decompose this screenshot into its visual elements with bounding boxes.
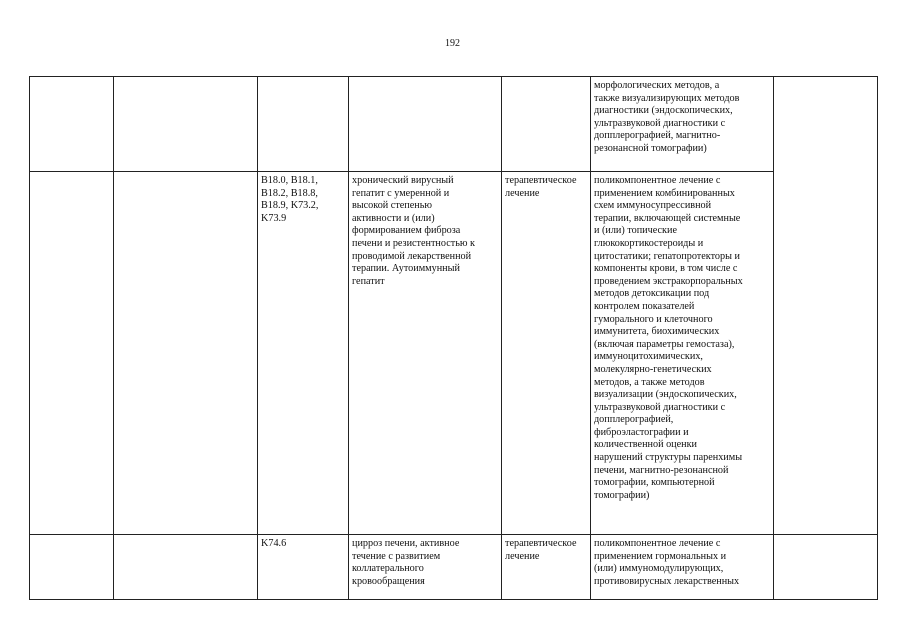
cell-diagnosis (349, 535, 502, 600)
cell-text-line: B18.2, B18.8, (261, 187, 318, 199)
cell-text-line: количественной оценки (594, 439, 697, 451)
cell-text-line: визуализации (эндоскопических, (594, 389, 737, 401)
cell-text-line: поликомпонентное лечение с (594, 175, 721, 186)
cell-text-line: иммунитета, биохимических (594, 326, 720, 338)
cell-text-line: ультразвуковой диагностики с (594, 401, 726, 413)
cell-text-line: диагностики (эндоскопических, (594, 105, 733, 117)
cell-text-line: допплерографией, (594, 414, 674, 426)
cell-method (591, 77, 774, 172)
cell-number (30, 172, 114, 535)
cell-text-line: кровообращения (352, 575, 425, 587)
cell-profile (114, 77, 258, 172)
cell-text-line: томографии, компьютерной (594, 477, 715, 489)
cell-text-line: гуморального и клеточного (594, 313, 713, 325)
cell-text-line: применением гормональных и (594, 550, 727, 562)
cell-text-line: ультразвуковой диагностики с (594, 117, 726, 129)
cell-text-line: поликомпонентное лечение с (594, 538, 721, 549)
cell-treatment-type (502, 172, 591, 535)
cell-text-line: иммуноцитохимических, (594, 351, 703, 363)
cell-text-line: компоненты крови, в том числе с (594, 263, 738, 275)
cell-text-line: гепатит (352, 275, 385, 287)
table-row (30, 172, 878, 535)
cell-codes (258, 535, 349, 600)
cell-text-line: печени, магнитно-резонансной (594, 464, 729, 476)
cell-codes (258, 77, 349, 172)
cell-profile (114, 535, 258, 600)
cell-text-line: нарушений структуры паренхимы (594, 452, 743, 464)
cell-text-line: (включая параметры гемостаза), (594, 338, 735, 350)
cell-profile (114, 172, 258, 535)
clinical-table (29, 76, 878, 600)
cell-text-line: проведением экстракорпоральных (594, 275, 743, 287)
cell-text-line: глюкокортикостероиды и (594, 237, 704, 249)
cell-diagnosis (349, 77, 502, 172)
cell-text-line: молекулярно-генетических (594, 363, 712, 375)
cell-text-line: допплерографией, магнитно- (594, 130, 721, 142)
cell-text-line: B18.0, B18.1, (261, 175, 318, 186)
cell-text-line: печени и резистентностью к (352, 237, 475, 249)
cell-method (591, 172, 774, 535)
cell-treatment-type (502, 77, 591, 172)
cell-text-line: морфологических методов, а (594, 80, 720, 91)
cell-text-line: (или) иммуномодулирующих, (594, 563, 724, 575)
cell-cost (774, 535, 878, 600)
cell-text-line: цитостатики; гепатопротекторы и (594, 250, 740, 262)
cell-text-line: схем иммуносупрессивной (594, 200, 712, 212)
cell-number (30, 535, 114, 600)
cell-text-line: хронический вирусный (352, 175, 454, 186)
cell-text-line: лечение (505, 550, 540, 562)
cell-text-line: терапии, включающей системные (594, 212, 741, 224)
cell-text-line: также визуализирующих методов (594, 92, 740, 104)
cell-text-line: томографии) (594, 489, 650, 501)
cell-text-line: контролем показателей (594, 300, 695, 312)
cell-number (30, 77, 114, 172)
cell-text-line: формированием фиброза (352, 225, 461, 237)
table-row (30, 535, 878, 600)
table-row (30, 77, 878, 172)
cell-text-line: коллатерального (352, 563, 424, 575)
cell-text-line: терапии. Аутоиммунный (352, 263, 460, 275)
cell-text-line: активности и (или) (352, 212, 435, 224)
cell-text-line: K73.9 (261, 212, 287, 224)
cell-text-line: лечение (505, 187, 540, 199)
cell-text-line: применением комбинированных (594, 187, 735, 199)
cell-text-line: высокой степенью (352, 200, 432, 212)
cell-text-line: гепатит с умеренной и (352, 187, 450, 199)
cell-method (591, 535, 774, 600)
cell-text-line: методов, а также методов (594, 376, 705, 388)
cell-text-line: и (или) топические (594, 225, 677, 237)
cell-text-line: фиброэластографии и (594, 426, 689, 438)
page-number: 192 (445, 38, 460, 49)
cell-text-line: проводимой лекарственной (352, 250, 472, 262)
cell-text-line: цирроз печени, активное (352, 538, 460, 549)
cell-text-line: резонансной томографии) (594, 142, 707, 154)
cell-text-line: методов детоксикации под (594, 288, 710, 300)
cell-text-line: B18.9, K73.2, (261, 200, 319, 212)
cell-text-line: течение с развитием (352, 550, 441, 562)
cell-codes (258, 172, 349, 535)
cell-cost (774, 77, 878, 535)
cell-diagnosis (349, 172, 502, 535)
cell-treatment-type (502, 535, 591, 600)
cell-text-line: противовирусных лекарственных (594, 575, 740, 587)
cell-text-line: K74.6 (261, 538, 287, 549)
cell-text-line: терапевтическое (505, 175, 577, 186)
cell-text-line: терапевтическое (505, 538, 577, 549)
